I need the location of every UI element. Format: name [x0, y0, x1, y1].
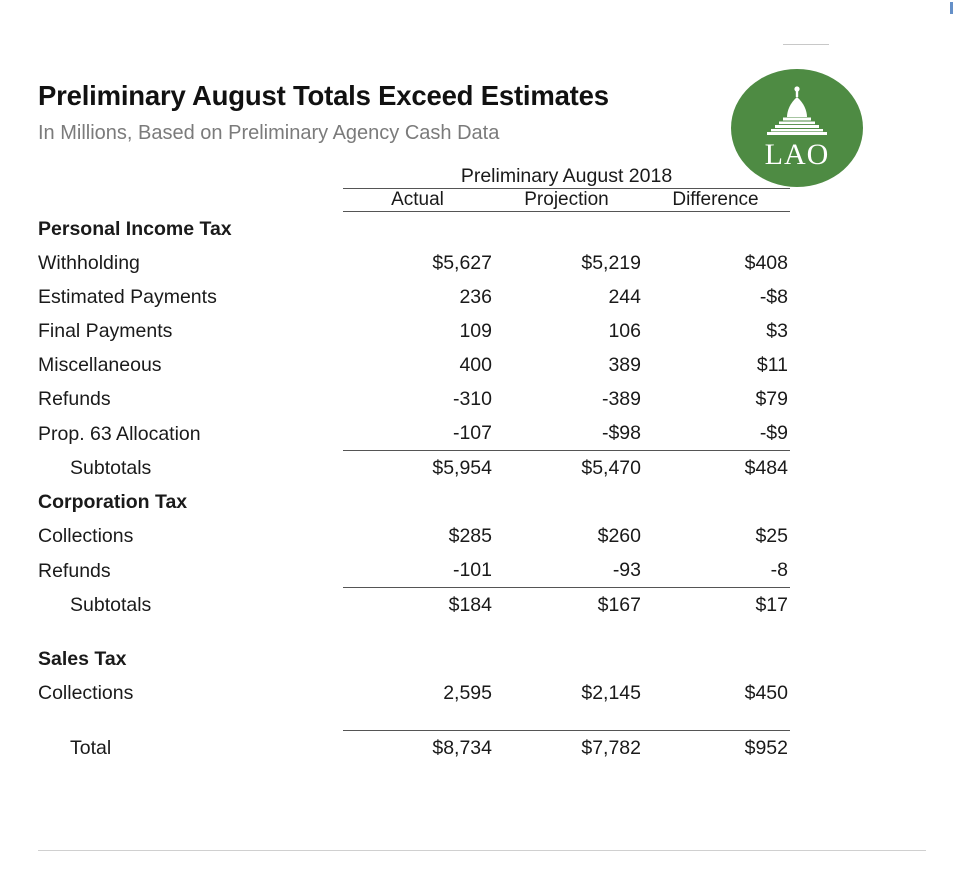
cell-difference: $25	[755, 525, 788, 547]
row-label: Collections	[38, 682, 134, 704]
row-label: Refunds	[38, 388, 111, 410]
row-label: Corporation Tax	[38, 491, 188, 513]
row-label: Final Payments	[38, 320, 173, 342]
cell-actual: $184	[343, 588, 492, 623]
column-header-difference: Difference	[641, 189, 790, 212]
row-label: Total	[70, 737, 112, 759]
cell-projection	[492, 212, 641, 247]
cell-actual: $5,627	[432, 252, 492, 274]
cell-projection: $167	[492, 588, 641, 623]
column-header-actual: Actual	[343, 189, 492, 212]
cell-difference: $11	[756, 354, 788, 376]
cell-projection: $2,145	[581, 682, 641, 704]
row-label: Personal Income Tax	[38, 218, 232, 240]
cell-difference	[641, 642, 790, 676]
cell-difference: $408	[744, 252, 788, 274]
cell-actual	[343, 642, 492, 676]
table-row	[38, 246, 790, 280]
table-row	[38, 485, 790, 519]
row-label: Miscellaneous	[38, 354, 162, 376]
table-row	[38, 731, 790, 766]
column-header-projection: Projection	[492, 189, 641, 212]
table-row	[38, 348, 790, 382]
cell-actual	[343, 485, 492, 519]
cell-projection: $5,470	[492, 451, 641, 486]
svg-text:LAO: LAO	[764, 138, 830, 171]
cell-difference: $484	[641, 451, 790, 486]
cell-difference: -$8	[759, 286, 788, 308]
cell-actual: 109	[459, 320, 492, 342]
page-title: Preliminary August Totals Exceed Estimates	[38, 80, 609, 111]
table-row	[38, 280, 790, 314]
table-row	[38, 416, 790, 451]
cell-actual: 2,595	[443, 682, 492, 704]
row-label: Sales Tax	[38, 648, 127, 670]
cell-projection: $5,219	[581, 252, 641, 274]
table-row	[38, 382, 790, 416]
cell-difference: $17	[641, 588, 790, 623]
cell-difference	[641, 212, 790, 247]
cell-projection: 244	[608, 286, 641, 308]
page-subtitle: In Millions, Based on Preliminary Agency Cash Data	[38, 121, 500, 144]
cell-actual: -310	[452, 388, 492, 410]
row-label: Prop. 63 Allocation	[38, 422, 201, 445]
cell-projection: 389	[608, 354, 641, 376]
cell-actual: 400	[459, 354, 492, 376]
cell-difference: $3	[766, 320, 788, 342]
table-spacer-row	[38, 710, 790, 731]
cell-difference: $952	[641, 731, 790, 766]
row-label: Withholding	[38, 252, 140, 274]
row-label: Collections	[38, 525, 134, 547]
table-row	[38, 212, 790, 247]
table-row	[38, 451, 790, 486]
table-spacer-row	[38, 622, 790, 642]
cell-projection: $7,782	[492, 731, 641, 766]
cell-actual: $285	[448, 525, 492, 547]
cell-projection: $260	[597, 525, 641, 547]
table-row	[38, 676, 790, 710]
table-column-header-row	[38, 189, 790, 212]
cell-difference: $79	[755, 388, 788, 410]
table-row	[38, 314, 790, 348]
table-row	[38, 588, 790, 623]
cell-difference: $450	[744, 682, 788, 704]
row-label: Subtotals	[70, 457, 152, 479]
cell-projection: -389	[601, 388, 641, 410]
row-label: Estimated Payments	[38, 286, 217, 308]
cell-difference: -$9	[759, 422, 788, 444]
cell-projection	[492, 485, 641, 519]
span-header-period: Preliminary August 2018	[343, 165, 790, 189]
table-row	[38, 519, 790, 553]
top-divider	[783, 44, 829, 45]
financial-table	[38, 165, 790, 765]
bottom-divider	[38, 850, 926, 851]
cell-projection: -93	[612, 559, 641, 581]
row-label: Refunds	[38, 559, 111, 582]
cell-actual	[343, 212, 492, 247]
table-span-header-row	[38, 165, 790, 189]
table-row	[38, 642, 790, 676]
corner-mark	[950, 2, 953, 14]
table-body	[38, 212, 790, 766]
row-label: Subtotals	[70, 594, 152, 616]
cell-actual: $8,734	[343, 731, 492, 766]
cell-difference: -8	[770, 559, 788, 581]
cell-projection	[492, 642, 641, 676]
cell-actual: $5,954	[343, 451, 492, 486]
cell-actual: 236	[459, 286, 492, 308]
cell-actual: -107	[452, 422, 492, 444]
cell-projection: 106	[608, 320, 641, 342]
cell-actual: -101	[452, 559, 492, 581]
table-row	[38, 553, 790, 588]
header	[38, 80, 738, 145]
cell-difference	[641, 485, 790, 519]
cell-projection: -$98	[601, 422, 641, 444]
